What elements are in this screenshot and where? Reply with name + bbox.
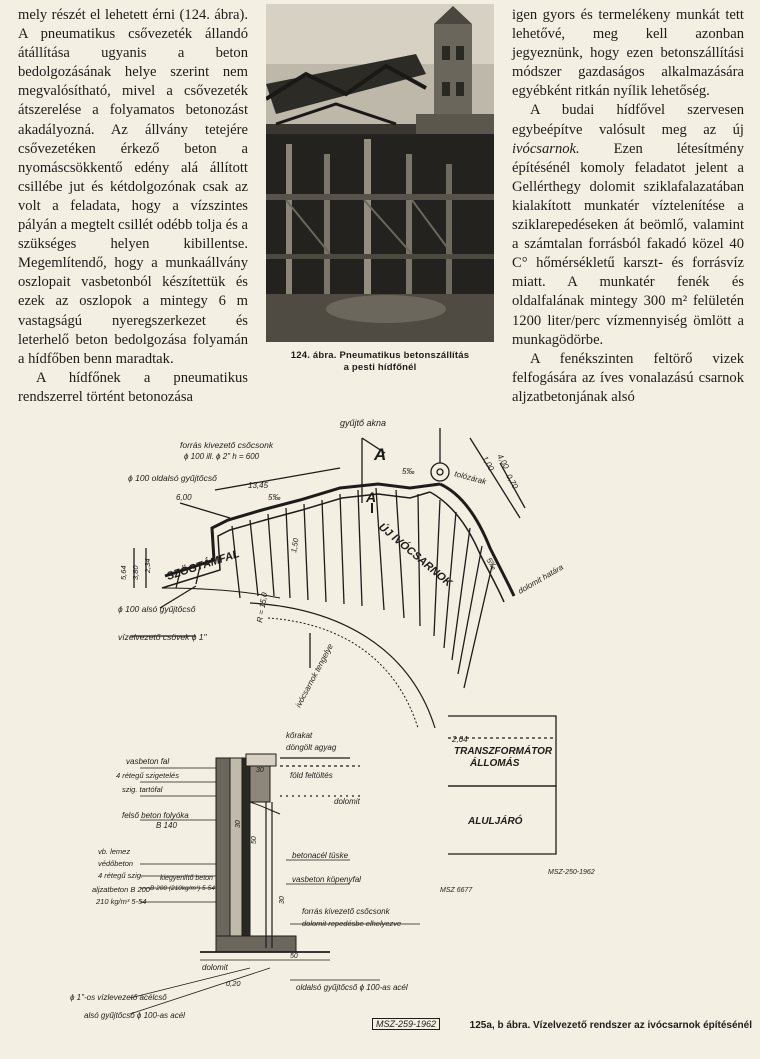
label-stamp: MSZ-250-1962 <box>548 869 595 876</box>
label-fold: föld feltöltés <box>290 771 333 780</box>
label-section-a: A <box>366 489 377 505</box>
label-dim: 30 <box>235 820 242 828</box>
label-gyujto-felso: ϕ 100 oldalsó gyűjtőcső <box>128 473 217 483</box>
label-also-gyujto: ϕ 100 alsó gyűjtőcső <box>118 604 196 614</box>
label-dim: 4,00 <box>495 452 511 471</box>
figure-caption: 125a, b ábra. Vízelvezető rendszer az ivócsarnok építésénél <box>469 1020 752 1031</box>
label-dim: 2,64 <box>452 735 468 744</box>
label-radius: R = 15,0 <box>255 591 270 624</box>
text-run: A budai hídfővel szervesen egybeépítve valósult meg az új <box>512 102 744 138</box>
label-dim: 1,00 <box>480 454 496 473</box>
label-retegu2: 4 rétegű szig. <box>98 871 144 880</box>
label-also-acel: alsó gyűjtőcső ϕ 100-as acél <box>84 1011 185 1020</box>
label-felso-beton: felső beton folyóka <box>122 811 189 820</box>
label-dim: 30 <box>256 767 264 774</box>
label-lejto: 5‰ <box>484 555 499 572</box>
label-dim: 50 <box>251 836 258 844</box>
label-tolto: tolózárak <box>453 469 488 487</box>
label-ivocsarnok: ÚJ IVÓCSARNOK <box>376 521 455 590</box>
label-korakol: kőrakat <box>286 731 313 740</box>
label-dim: 30 <box>279 896 286 904</box>
label-stamp: MSZ 6677 <box>440 887 473 894</box>
label-szig-tartofal: szig. tartófal <box>122 785 163 794</box>
text-run-italic: ivócsarnok. <box>512 140 580 157</box>
label-retegu: 4 rétegű szigetelés <box>116 771 179 780</box>
label-dim: 0,20 <box>226 979 241 988</box>
label-dolomit-hatar: dolomit határa <box>516 562 565 596</box>
text-column-left <box>18 6 248 407</box>
label-dim: 2,34 <box>143 558 152 573</box>
label-dolomit: dolomit <box>202 963 228 972</box>
figure-stamp: MSZ-259-1962 <box>372 1018 440 1030</box>
label-dim: 3,80 <box>131 565 140 580</box>
photo-image <box>266 4 494 342</box>
label-lejto: 5‰ <box>402 467 415 476</box>
label-dongolt: döngölt agyag <box>286 743 337 752</box>
label-aljzatbeton: aljzatbeton B 200 <box>92 885 150 894</box>
label-lejto: 5‰ <box>268 493 281 502</box>
photo-caption <box>262 350 498 374</box>
photo-figure-124 <box>266 4 494 342</box>
label-vb-lemez: vb. lemez <box>98 847 131 856</box>
label-viz-acel: ϕ 1"-os vízlevezető acélcső <box>70 993 167 1002</box>
caption-line: a pesti hídfőnél <box>343 362 417 373</box>
label-gyujto-akna: gyűjtő akna <box>340 418 387 428</box>
label-vizvezeto: vízelvezető csövek ϕ 1" <box>118 632 207 642</box>
label-forras2: forrás kivezető csőcsonk <box>302 907 390 916</box>
label-kieg2: B 200 (210kg/m³) 5-54 <box>150 885 216 892</box>
paragraph: A hídfőnek a pneumatikus rendszerrel történt betonozása <box>18 369 248 405</box>
label-dim: 5,64 <box>119 565 128 580</box>
label-dim: 6,00 <box>176 493 192 502</box>
paragraph <box>512 101 744 349</box>
paragraph: igen gyors és termelékeny munkát tett lehetővé, meg kell azonban jegyeznünk, hogy ezen betonszállítási módszer gazdaságos alkalmazására egyébként ritkán nyílik lehetőség. <box>512 7 744 100</box>
label-dim: 1,50 <box>289 537 301 554</box>
label-aljzat-2: 210 kg/m³ 5-54 <box>96 897 147 906</box>
label-allomas: ÁLLOMÁS <box>470 758 520 769</box>
label-dim: 13,45 <box>248 481 269 490</box>
label-dim: 50 <box>290 953 298 960</box>
label-oldalso2: oldalsó gyűjtőcső ϕ 100-as acél <box>296 983 408 992</box>
paragraph: mely részét el lehetett érni (124. ábra). A pneumatikus csővezeték állandó átállítása ugyanis a beton bedolgozásának helye szerint nem megvalósítható, mivel a csővezeték átszerelése a folyamatos betonozást akadályozná. Az állvány tetejére csővezetéken érkező beton a nyomáscsökkentő edény alá állított csillébe jut és kétdolgozónak csak az volt a feladata, hogy a vízszintes pályán a megtelt csillét odébb tolja és a szükséges helyen kibillentse. Megemlítendő, hogy a munkaállvány oszlopait vasbetonból készítettük és ezek az oszlopok a mintegy 6 m vastagságú nyeregszerkezet és leterhelő beton bedolgozása folyamán a hídfőben benn maradtak. <box>18 7 248 367</box>
label-dim: 0,70 <box>504 472 520 491</box>
label-b140: B 140 <box>156 821 177 830</box>
caption-line: 124. ábra. Pneumatikus betonszállítás <box>290 350 470 361</box>
text-run: Ezen létesítmény építésénél komoly feladatot jelent a Gellérthegy dolomit sziklafalazatában kialakított munkatér víztelenítése a sziklarepedéseken át beömlő, valamint a számtalan forrásból fakadó közel 40 C° hőmérsékletű karszt- és forrásvíz miatt. A munkatér fenék és oldalfalának mintegy 300 m² felületén 1200 liter/perc vízmennyiség ömlött a munkagödörbe. <box>512 140 744 348</box>
label-section-a: A <box>374 445 387 464</box>
technical-drawing <box>0 408 760 1020</box>
label-forras-size: ϕ 100 ill. ϕ 2" h = 600 <box>184 452 260 461</box>
label-vedobeton: védőbeton <box>98 859 134 868</box>
label-szogtamfal: SZÖGTÁMFAL <box>165 548 241 583</box>
label-repedes: dolomit repedésbe elhelyezve <box>302 919 402 928</box>
text-column-right <box>512 6 744 407</box>
label-betonacel: betonacél tüske <box>292 851 349 860</box>
label-vasbeton-fal: vasbeton fal <box>126 757 170 766</box>
label-kiegyenlito: kiegyenlítő beton <box>160 875 213 882</box>
label-transzformator: TRANSZFORMÁTOR <box>454 746 553 757</box>
paragraph: A fenékszinten feltörő vizek felfogására az íves vonalazású csarnok aljzatbetonjának alsó <box>512 350 744 405</box>
label-forras-csonk: forrás kivezető csőcsonk <box>180 440 274 450</box>
label-aluljaro: ALULJÁRÓ <box>468 816 523 827</box>
label-kopeny: vasbeton köpenyfal <box>292 875 361 884</box>
label-dolomit: dolomit <box>334 797 360 806</box>
label-csarnok-tengely: ivócsarnok tengelye <box>293 642 335 709</box>
